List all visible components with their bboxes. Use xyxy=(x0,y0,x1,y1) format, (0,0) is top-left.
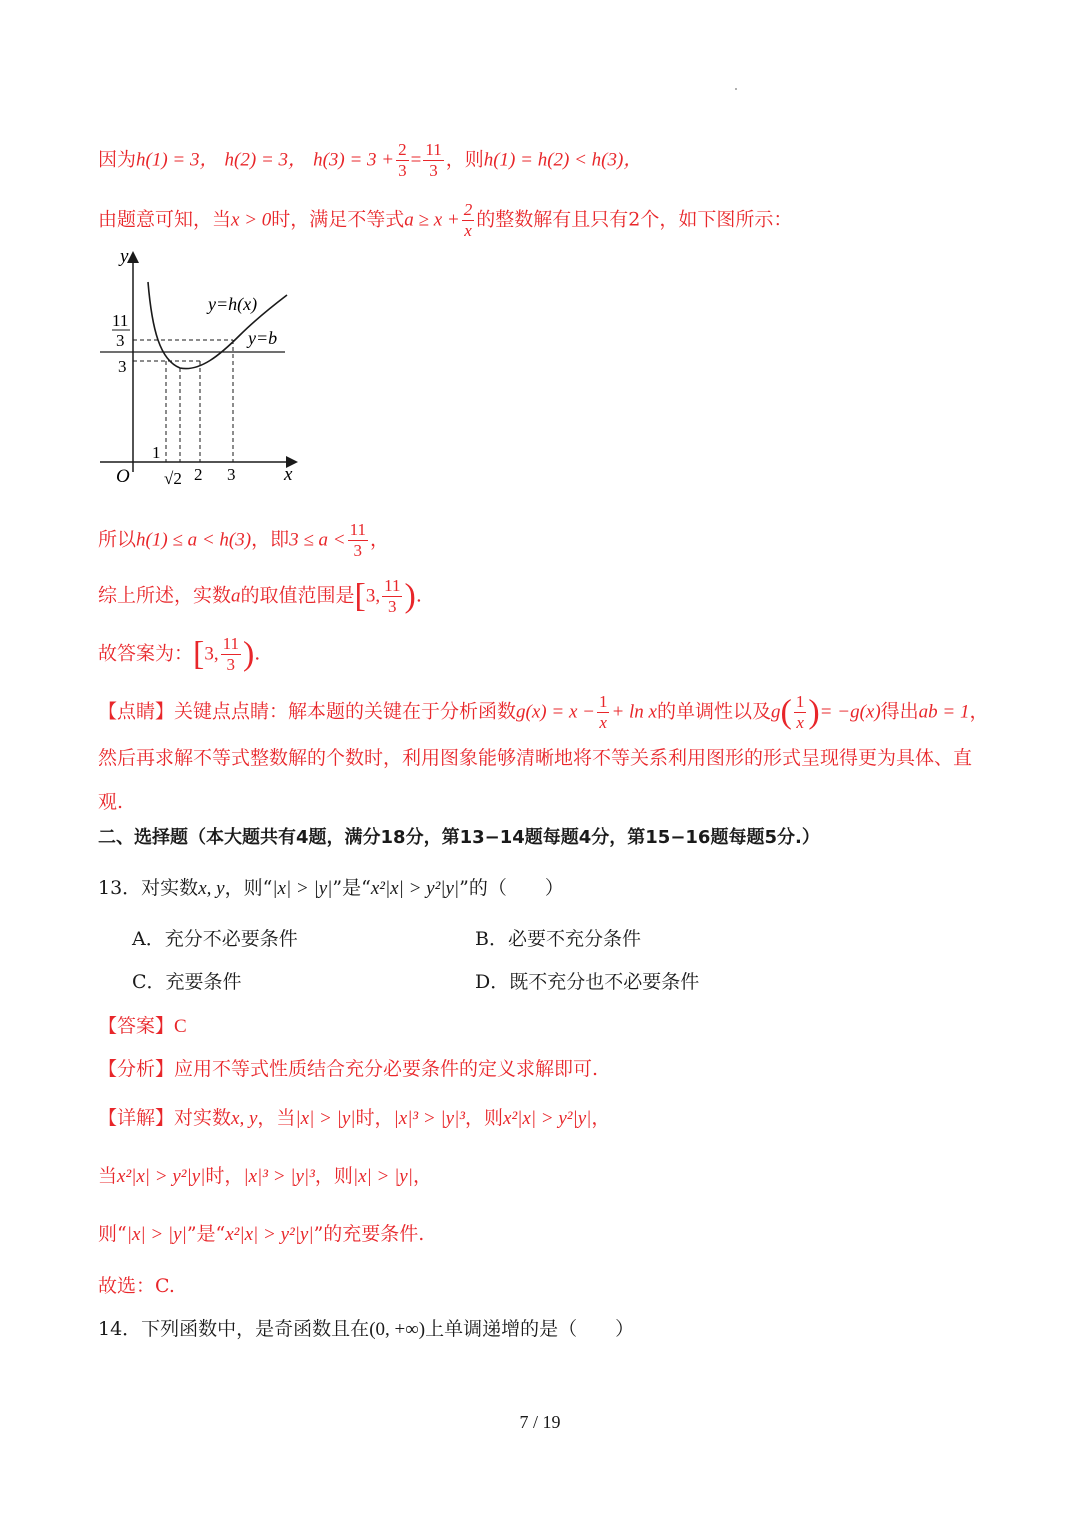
text: 由题意可知，当 xyxy=(98,208,232,231)
curve-label: y=h(x) xyxy=(208,294,258,314)
selection-line xyxy=(98,1272,175,1300)
fraction-1-x: $\frac{1}{x}$ xyxy=(795,692,805,732)
fraction-2-3: $\frac{2}{3}$ xyxy=(398,140,407,180)
text: 所以 xyxy=(98,528,137,551)
text: ，则“ xyxy=(224,877,273,899)
dashed-guides xyxy=(133,340,233,462)
text: ， xyxy=(412,1165,432,1187)
solution-line-4 xyxy=(98,576,422,617)
section-heading xyxy=(98,824,820,852)
text: 然后再求解不等式整数解的个数时，利用图象能够清晰地将不等关系利用图形的形式呈现得更为具体、直 xyxy=(98,747,973,769)
text: 14．下列函数中，是奇函数且在 xyxy=(98,1318,370,1340)
origin-label: O xyxy=(116,466,130,487)
solution-line-3 xyxy=(98,520,389,561)
math-ln: + ln x xyxy=(611,701,657,723)
tag-analysis: 【分析】 xyxy=(98,1058,175,1080)
line-label: y=b xyxy=(248,328,278,348)
analysis-line xyxy=(98,1055,598,1083)
text: 则“ xyxy=(98,1223,127,1245)
math-cond2: |x|³ > |y|³ xyxy=(243,1166,315,1187)
text: ， xyxy=(969,700,989,723)
text: ”是“ xyxy=(332,877,371,899)
math-h1: h(1) = 3， xyxy=(136,149,219,171)
answer-line xyxy=(98,1012,187,1041)
option-a: A．充分不必要条件 xyxy=(132,928,298,950)
math-vars: x, y xyxy=(231,1108,258,1129)
text: 二、选择题（本大题共有4题，满分18分，第13−14题每题4分，第15−16题每题5分.） xyxy=(98,827,820,848)
math-interval: (0, +∞) xyxy=(369,1319,426,1340)
paren-left: ( xyxy=(780,693,792,731)
interval-start: 3, xyxy=(204,643,219,665)
math-cond3: x²|x| > y²|y| xyxy=(503,1108,592,1129)
paren-right: ) xyxy=(242,635,255,673)
math-cond2: |x|³ > |y|³ xyxy=(393,1108,466,1129)
option-d: D．既不充分也不必要条件 xyxy=(475,971,700,993)
equals: = xyxy=(410,149,422,171)
text: 时，满足不等式 xyxy=(271,208,405,231)
text: ”的（ ） xyxy=(459,877,564,899)
math-g2: g xyxy=(771,701,781,723)
tag-answer: 【答案】 xyxy=(98,1015,175,1037)
fraction-11-3: $\frac{11}{3}$ xyxy=(222,634,239,674)
page-number: 7 / 19 xyxy=(519,1412,561,1432)
solution-line-8 xyxy=(98,788,123,816)
text: ”是“ xyxy=(186,1223,226,1245)
detail-line-2 xyxy=(98,1162,432,1191)
math-a: a xyxy=(231,585,241,607)
text: 的整数解有且只有2个，如下图所示： xyxy=(476,208,793,231)
x-axis-label: x xyxy=(284,464,293,485)
math-inequality: h(1) ≤ a < h(3) xyxy=(136,529,252,551)
math-cond1: |x| > |y| xyxy=(126,1224,187,1245)
function-graph xyxy=(90,240,320,505)
math-cond2: x²|x| > y²|y| xyxy=(225,1224,314,1245)
math-g: g(x) = x − xyxy=(516,701,595,723)
x-tick-sqrt2: √2 xyxy=(164,469,182,488)
math-cond2: x²|x| > y²|y| xyxy=(370,878,460,899)
bracket-left: [ xyxy=(193,635,205,673)
y-tick-11-3-den: 3 xyxy=(116,331,125,350)
text: 因为 xyxy=(98,148,137,171)
detail-line-1 xyxy=(98,1104,610,1133)
text: ， xyxy=(369,528,389,551)
paren-right: ) xyxy=(808,693,820,731)
tag-detail: 【详解】 xyxy=(98,1107,175,1129)
solution-line-1 xyxy=(98,140,642,181)
solution-line-5 xyxy=(98,634,260,675)
text: 故答案为： xyxy=(98,642,194,665)
fraction-1-x: $\frac{1}{x}$ xyxy=(598,692,608,732)
x-tick-3: 3 xyxy=(227,465,236,484)
fraction-11-3: $\frac{11}{3}$ xyxy=(349,520,366,560)
math-g3: = −g(x) xyxy=(819,701,881,723)
question-13 xyxy=(98,874,564,903)
text: . xyxy=(254,642,261,665)
tag-dianjing: 【点睛】 xyxy=(98,700,175,723)
fraction-11-3: $\frac{11}{3}$ xyxy=(384,576,401,616)
fraction-11-3: $\frac{11}{3}$ xyxy=(425,140,442,180)
y-tick-3: 3 xyxy=(118,357,127,376)
text: 对实数 xyxy=(174,1107,232,1129)
text: ，则 xyxy=(314,1165,353,1187)
text: ”的充要条件. xyxy=(313,1223,425,1245)
text: 故选：C. xyxy=(98,1275,175,1297)
math-cond3: |x| > |y| xyxy=(352,1166,413,1187)
text: 时， xyxy=(355,1107,394,1129)
text: 13．对实数 xyxy=(98,877,199,899)
text: 得出 xyxy=(880,700,919,723)
option-b: B．必要不充分条件 xyxy=(475,928,641,950)
text: 上单调递增的是（ ） xyxy=(425,1318,635,1340)
solution-line-6 xyxy=(98,692,989,733)
paren-right: ) xyxy=(404,577,416,615)
text: ，则 xyxy=(445,148,484,171)
x-tick-1: 1 xyxy=(152,443,161,462)
text: 观. xyxy=(98,791,124,813)
y-axis-label: y xyxy=(120,246,129,267)
text: ，当 xyxy=(257,1107,296,1129)
math-condition: x > 0 xyxy=(231,209,272,231)
math-inequality: a ≥ x + xyxy=(404,209,460,231)
text: 关键点点睛：解本题的关键在于分析函数 xyxy=(174,700,517,723)
math-ab: ab = 1 xyxy=(918,701,970,723)
question-14 xyxy=(98,1315,634,1344)
option-c: C．充要条件 xyxy=(132,971,242,993)
solution-line-2 xyxy=(98,200,792,241)
text: 综上所述，实数 xyxy=(98,584,232,607)
text: 的取值范围是 xyxy=(240,584,355,607)
detail-line-3 xyxy=(98,1220,424,1249)
math-h3: h(3) = 3 + xyxy=(313,149,395,171)
math-cond1: |x| > |y| xyxy=(272,878,333,899)
scan-speck xyxy=(735,88,737,90)
text: . xyxy=(415,584,422,607)
bracket-left: [ xyxy=(354,577,366,615)
text: 应用不等式性质结合充分必要条件的定义求解即可. xyxy=(174,1058,599,1080)
text: 时， xyxy=(205,1165,244,1187)
math-cond1: |x| > |y| xyxy=(295,1108,356,1129)
interval-start: 3, xyxy=(365,585,381,607)
math-h2: h(2) = 3， xyxy=(224,149,308,171)
math-chain: h(1) = h(2) < h(3)， xyxy=(483,149,643,171)
text: ， xyxy=(591,1107,611,1129)
fraction-2-x: $\frac{2}{x}$ xyxy=(463,200,473,240)
x-tick-2: 2 xyxy=(194,465,203,484)
text: ，即 xyxy=(251,528,290,551)
text: ，则 xyxy=(465,1107,504,1129)
solution-line-7 xyxy=(98,744,972,772)
text: 当 xyxy=(98,1165,118,1187)
math-vars: x, y xyxy=(198,878,225,899)
y-tick-11-3-num: 11 xyxy=(112,311,129,330)
answer-value: C xyxy=(174,1016,187,1037)
math-cond1: x²|x| > y²|y| xyxy=(117,1166,206,1187)
math-inequality-2: 3 ≤ a < xyxy=(289,529,346,551)
text: 的单调性以及 xyxy=(657,700,772,723)
